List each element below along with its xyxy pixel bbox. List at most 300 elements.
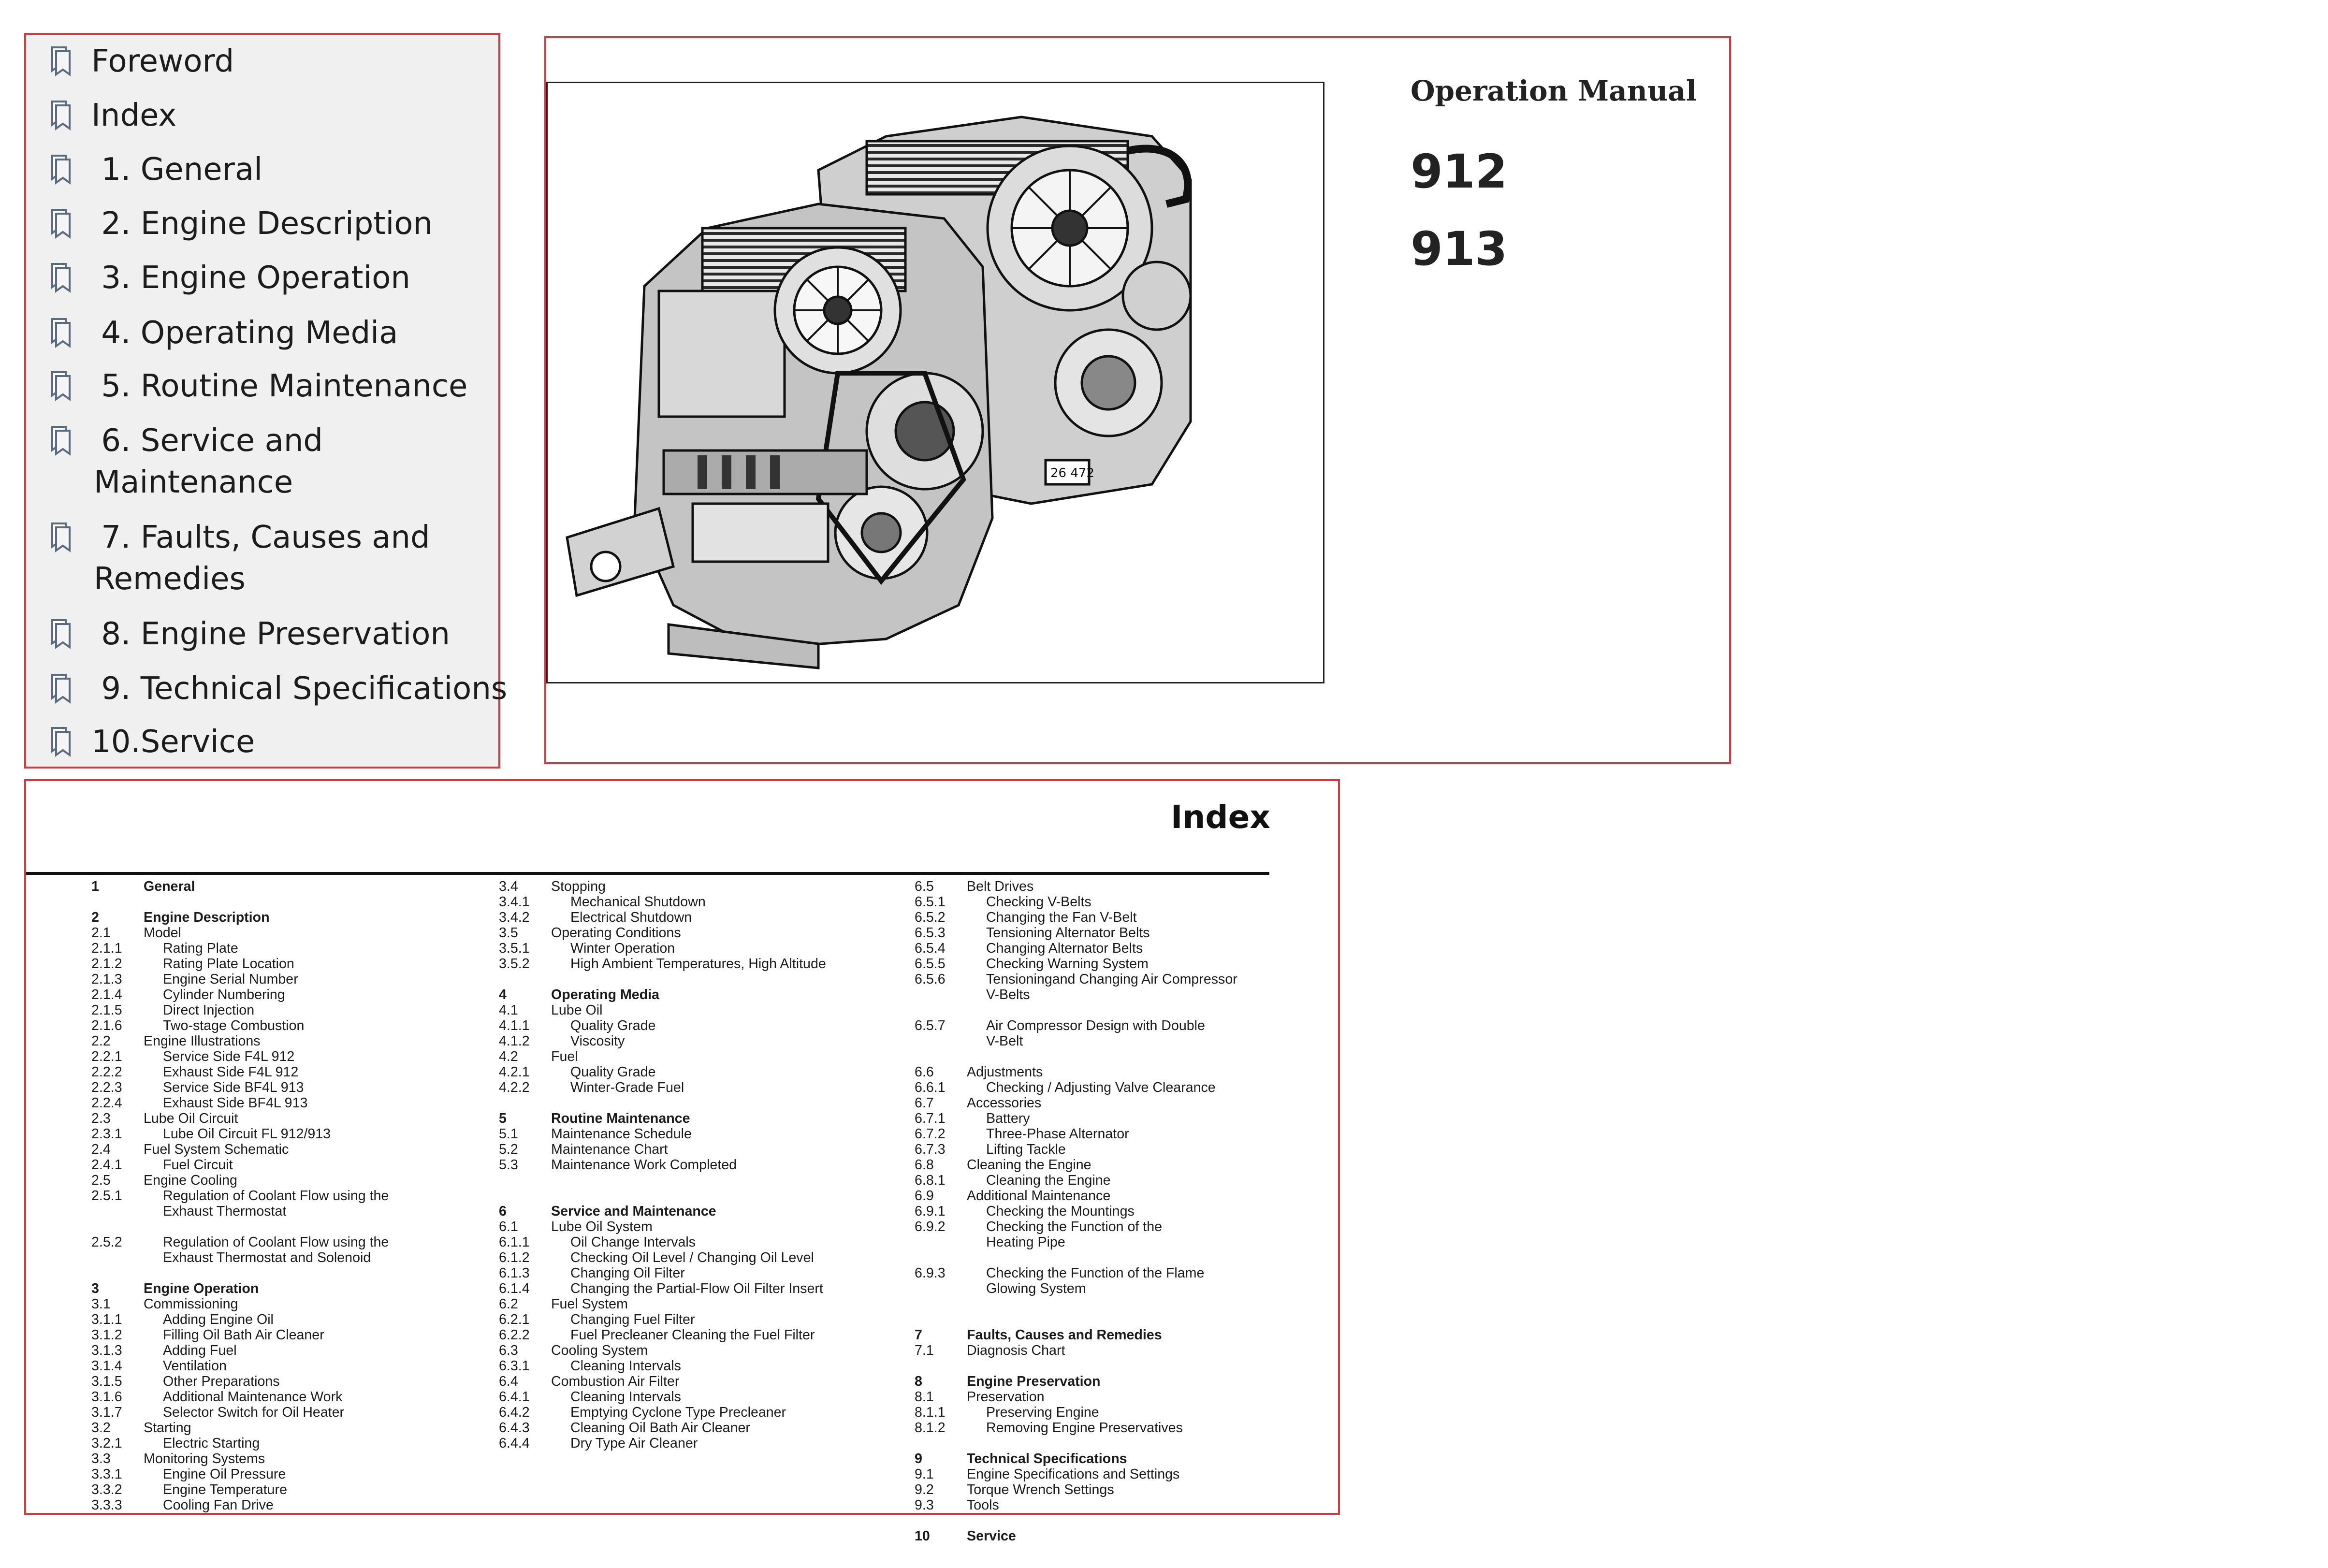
index-number: 5.3 [499, 1157, 518, 1173]
index-text: Cylinder Numbering [163, 987, 285, 1002]
index-entry[interactable] [915, 1080, 1330, 1095]
index-entry[interactable] [915, 1142, 1330, 1157]
index-text: Regulation of Coolant Flow using the [163, 1234, 389, 1250]
bookmark-icon [49, 100, 73, 131]
index-entry[interactable] [915, 1497, 1330, 1513]
index-text: Maintenance Chart [551, 1142, 668, 1157]
index-text: Rating Plate Location [163, 956, 294, 972]
index-entry[interactable] [915, 1343, 1330, 1358]
index-number: 4.2 [499, 1049, 518, 1064]
index-entry[interactable] [915, 972, 1330, 1002]
index-entry[interactable] [915, 1064, 1330, 1080]
index-text: Service Side BF4L 913 [163, 1080, 304, 1095]
index-text: Checking Warning System [986, 956, 1149, 972]
index-entry[interactable] [91, 1466, 488, 1482]
bookmark-label: 9. Technical Specifications [91, 671, 508, 707]
index-text: Electrical Shutdown [570, 910, 692, 925]
index-number: 3.1.2 [91, 1327, 122, 1343]
index-text: Combustion Air Filter [551, 1374, 680, 1389]
bookmark-item[interactable] [26, 721, 498, 765]
index-text: Model [144, 925, 181, 941]
index-chapter[interactable] [499, 1111, 910, 1126]
index-entry[interactable] [499, 956, 910, 972]
index-entry[interactable] [499, 894, 910, 910]
index-entry[interactable] [915, 1482, 1330, 1497]
index-text: Engine Specifications and Settings [967, 1466, 1180, 1482]
index-number: 6.5.6 [915, 972, 946, 987]
index-text-continued: V-Belt [986, 1033, 1023, 1049]
index-entry[interactable] [499, 1343, 910, 1358]
index-number: 4.2.2 [499, 1080, 530, 1095]
index-number: 6.1 [499, 1219, 518, 1234]
index-chapter[interactable] [915, 1327, 1330, 1343]
index-text: Emptying Cyclone Type Precleaner [570, 1405, 786, 1420]
index-number: 6.4 [499, 1374, 518, 1389]
bookmark-label: Index [91, 98, 177, 133]
bookmark-item[interactable] [26, 312, 498, 356]
index-text: Lube Oil [551, 1002, 603, 1018]
index-number: 2.4 [91, 1142, 111, 1157]
index-number: 6.4.3 [499, 1420, 530, 1436]
index-entry[interactable] [499, 925, 910, 941]
index-number: 3.1.7 [91, 1405, 122, 1420]
index-entry[interactable] [91, 1234, 488, 1265]
index-column-1 [91, 879, 488, 1513]
index-number: 6.5 [915, 879, 934, 894]
index-number: 6.3.1 [499, 1358, 530, 1374]
index-text: Adjustments [967, 1064, 1043, 1080]
index-number: 2.1.4 [91, 987, 122, 1002]
index-entry[interactable] [915, 956, 1330, 972]
engine-drawing [548, 83, 1326, 685]
index-text: Adding Fuel [163, 1343, 237, 1358]
index-text: Stopping [551, 879, 606, 894]
index-entry[interactable] [91, 1482, 488, 1497]
bookmark-item[interactable] [26, 613, 498, 657]
index-text-continued: Exhaust Thermostat and Solenoid [163, 1250, 371, 1265]
index-spacer [499, 1188, 910, 1204]
bookmarks-panel [24, 33, 508, 769]
index-entry[interactable] [499, 1064, 910, 1080]
index-text: Preservation [967, 1389, 1045, 1405]
index-entry[interactable] [91, 1173, 488, 1188]
index-text: Checking / Adjusting Valve Clearance [986, 1080, 1216, 1095]
bookmark-icon [49, 370, 73, 401]
index-number: 6.5.1 [915, 894, 946, 910]
index-number: 3.2 [91, 1420, 111, 1436]
index-text: Engine Description [144, 910, 270, 925]
index-entry[interactable] [499, 1389, 910, 1405]
index-text: General [144, 879, 195, 894]
index-number: 2.1.2 [91, 956, 122, 972]
index-entry[interactable] [91, 1451, 488, 1466]
bookmark-item[interactable] [26, 203, 498, 247]
index-text: Changing Oil Filter [570, 1265, 685, 1281]
bookmark-label: Foreword [91, 44, 234, 79]
index-entry[interactable] [915, 1157, 1330, 1173]
index-number: 4.1 [499, 1002, 518, 1018]
index-text: Engine Preservation [967, 1374, 1101, 1389]
index-spacer [499, 1173, 910, 1188]
index-entry[interactable] [915, 1420, 1330, 1436]
bookmark-icon [49, 208, 73, 239]
index-number: 3.3.3 [91, 1497, 122, 1513]
index-entry[interactable] [91, 956, 488, 972]
index-text: Filling Oil Bath Air Cleaner [163, 1327, 324, 1343]
bookmark-icon [49, 425, 73, 456]
index-spacer [915, 1436, 1330, 1451]
bookmark-label: 3. Engine Operation [91, 260, 410, 296]
index-spacer [91, 1265, 488, 1281]
index-text: Adding Engine Oil [163, 1312, 274, 1327]
index-number: 8.1.1 [915, 1405, 946, 1420]
index-entry[interactable] [915, 1111, 1330, 1126]
index-entry[interactable] [91, 1111, 488, 1126]
index-number: 6.7.1 [915, 1111, 946, 1126]
cover-page [544, 36, 1731, 764]
index-entry[interactable] [915, 1095, 1330, 1111]
index-number: 5.2 [499, 1142, 518, 1157]
bookmark-icon [49, 726, 73, 757]
index-entry[interactable] [915, 1204, 1330, 1219]
index-entry[interactable] [91, 1374, 488, 1389]
index-text: Engine Temperature [163, 1482, 287, 1497]
index-number: 3.2.1 [91, 1436, 122, 1451]
index-entry[interactable] [91, 972, 488, 987]
index-number: 6.1.1 [499, 1234, 530, 1250]
index-text: Other Preparations [163, 1374, 280, 1389]
index-number: 8.1 [915, 1389, 934, 1405]
bookmark-label: 6. Service and [91, 423, 323, 459]
index-text: Engine Operation [144, 1281, 259, 1296]
index-text: Checking V-Belts [986, 894, 1091, 910]
index-text: Winter Operation [570, 941, 675, 956]
index-entry[interactable] [915, 1126, 1330, 1142]
index-entry[interactable] [915, 941, 1330, 956]
index-entry[interactable] [915, 1466, 1330, 1482]
index-entry[interactable] [499, 1420, 910, 1436]
index-number: 10 [915, 1528, 930, 1544]
index-text: Cleaning the Engine [967, 1157, 1091, 1173]
index-text: Monitoring Systems [144, 1451, 265, 1466]
index-entry[interactable] [499, 1436, 910, 1451]
index-number: 6.4.1 [499, 1389, 530, 1405]
index-entry[interactable] [499, 1250, 910, 1265]
index-number: 6.5.5 [915, 956, 946, 972]
index-number: 2 [91, 910, 99, 925]
index-entry[interactable] [91, 1497, 488, 1513]
index-text: Commissioning [144, 1296, 238, 1312]
index-number: 3.3 [91, 1451, 111, 1466]
index-entry[interactable] [499, 1374, 910, 1389]
index-spacer [499, 1095, 910, 1111]
index-number: 6.3 [499, 1343, 518, 1358]
index-entry[interactable] [915, 1265, 1330, 1296]
index-number: 2.3.1 [91, 1126, 122, 1142]
index-number: 6 [499, 1204, 507, 1219]
index-text: Lifting Tackle [986, 1142, 1066, 1157]
bookmark-item[interactable] [26, 41, 498, 84]
index-number: 2.1.6 [91, 1018, 122, 1033]
index-text: Fuel Precleaner Cleaning the Fuel Filter [570, 1327, 815, 1343]
index-text: Belt Drives [967, 879, 1034, 894]
bookmark-label: 7. Faults, Causes and [91, 520, 430, 555]
index-title: Index [1170, 799, 1270, 836]
index-chapter[interactable] [91, 910, 488, 925]
index-number: 9.1 [915, 1466, 934, 1482]
index-number: 1 [91, 879, 99, 894]
svg-text:26 472: 26 472 [1050, 466, 1094, 480]
bookmark-icon [49, 673, 73, 704]
index-text: Technical Specifications [967, 1451, 1127, 1466]
bookmark-item[interactable] [26, 420, 498, 507]
index-number: 2.2.3 [91, 1080, 122, 1095]
index-number: 3.1.3 [91, 1343, 122, 1358]
index-number: 3.1.1 [91, 1312, 122, 1327]
index-entry[interactable] [499, 1002, 910, 1018]
index-number: 3.5.1 [499, 941, 530, 956]
index-number: 2.2.4 [91, 1095, 122, 1111]
index-text: Viscosity [570, 1033, 625, 1049]
index-entry[interactable] [499, 1312, 910, 1327]
index-number: 6.5.3 [915, 925, 946, 941]
index-text: Cooling Fan Drive [163, 1497, 274, 1513]
index-entry[interactable] [499, 879, 910, 894]
index-chapter[interactable] [915, 1528, 1330, 1544]
index-number: 4.1.1 [499, 1018, 530, 1033]
index-text: Electric Starting [163, 1436, 260, 1451]
index-entry[interactable] [499, 1080, 910, 1095]
index-text: Changing the Fan V-Belt [986, 910, 1137, 925]
index-number: 3 [91, 1281, 99, 1296]
index-text: Exhaust Side F4L 912 [163, 1064, 299, 1080]
index-chapter[interactable] [91, 879, 488, 894]
index-spacer [915, 1312, 1330, 1327]
index-text-continued: Heating Pipe [986, 1234, 1065, 1250]
index-entry[interactable] [915, 910, 1330, 925]
index-number: 2.3 [91, 1111, 111, 1126]
index-number: 9.2 [915, 1482, 934, 1497]
index-number: 6.7 [915, 1095, 934, 1111]
index-text: Additional Maintenance Work [163, 1389, 343, 1405]
index-number: 6.9.2 [915, 1219, 946, 1234]
index-text: Operating Media [551, 987, 660, 1002]
index-text: Three-Phase Alternator [986, 1126, 1129, 1142]
index-chapter[interactable] [915, 1374, 1330, 1389]
index-entry[interactable] [91, 1296, 488, 1312]
bookmark-item[interactable] [26, 95, 498, 138]
index-entry[interactable] [499, 1126, 910, 1142]
index-spacer [915, 1513, 1330, 1528]
index-text: Ventilation [163, 1358, 227, 1374]
index-text: Service Side F4L 912 [163, 1049, 295, 1064]
index-entry[interactable] [915, 879, 1330, 894]
index-text: Checking Oil Level / Changing Oil Level [570, 1250, 814, 1265]
index-number: 3.5.2 [499, 956, 530, 972]
index-entry[interactable] [91, 1312, 488, 1327]
index-text: Regulation of Coolant Flow using the [163, 1188, 389, 1204]
index-number: 6.1.2 [499, 1250, 530, 1265]
bookmark-icon [49, 618, 73, 649]
index-entry[interactable] [499, 1265, 910, 1281]
index-number: 2.1 [91, 925, 111, 941]
bookmark-icon [49, 262, 73, 293]
index-text: Tools [967, 1497, 999, 1513]
index-number: 2.1.3 [91, 972, 122, 987]
index-entry[interactable] [91, 1064, 488, 1080]
index-text: Additional Maintenance [967, 1188, 1111, 1204]
index-chapter[interactable] [499, 987, 910, 1002]
index-entry[interactable] [91, 1126, 488, 1142]
index-entry[interactable] [499, 1327, 910, 1343]
index-entry[interactable] [499, 1018, 910, 1033]
index-number: 3.1.6 [91, 1389, 122, 1405]
manual-title: Operation Manual [1411, 74, 1697, 107]
index-text: Routine Maintenance [551, 1111, 690, 1126]
index-entry[interactable] [499, 1157, 910, 1173]
index-text: Engine Serial Number [163, 972, 298, 987]
index-entry[interactable] [91, 1002, 488, 1018]
index-entry[interactable] [915, 1018, 1330, 1049]
index-text: Maintenance Work Completed [551, 1157, 737, 1173]
index-text: Changing the Partial-Flow Oil Filter Insert [570, 1281, 823, 1296]
index-entry[interactable] [91, 1095, 488, 1111]
index-number: 4.1.2 [499, 1033, 530, 1049]
index-entry[interactable] [91, 1142, 488, 1157]
index-text: Oil Change Intervals [570, 1234, 696, 1250]
index-entry[interactable] [499, 1049, 910, 1064]
index-text: Cleaning Intervals [570, 1389, 681, 1405]
bookmark-label: 8. Engine Preservation [91, 616, 450, 652]
index-number: 6.2.1 [499, 1312, 530, 1327]
index-text: Tensioningand Changing Air Compressor [986, 972, 1237, 987]
index-entry[interactable] [91, 941, 488, 956]
index-chapter[interactable] [499, 1204, 910, 1219]
index-column-2 [499, 879, 910, 1451]
index-entry[interactable] [91, 1420, 488, 1436]
bookmark-label: 1. General [91, 152, 262, 188]
index-chapter[interactable] [915, 1451, 1330, 1466]
index-number: 5.1 [499, 1126, 518, 1142]
index-text: Checking the Function of the [986, 1219, 1162, 1234]
index-number: 2.4.1 [91, 1157, 122, 1173]
index-entry[interactable] [499, 1281, 910, 1296]
index-text: Changing Fuel Filter [570, 1312, 695, 1327]
index-number: 2.1.1 [91, 941, 122, 956]
index-entry[interactable] [91, 1018, 488, 1033]
index-entry[interactable] [915, 1188, 1330, 1204]
index-number: 6.7.3 [915, 1142, 946, 1157]
index-number: 6.5.7 [915, 1018, 946, 1033]
index-text: Removing Engine Preservatives [986, 1420, 1183, 1436]
index-number: 2.1.5 [91, 1002, 122, 1018]
index-text: Accessories [967, 1095, 1042, 1111]
index-spacer [915, 1296, 1330, 1312]
index-number: 5 [499, 1111, 507, 1126]
index-entry[interactable] [91, 1327, 488, 1343]
index-text: High Ambient Temperatures, High Altitude [570, 956, 826, 972]
index-entry[interactable] [499, 1405, 910, 1420]
index-page [24, 779, 1340, 1544]
bookmark-item[interactable] [26, 517, 498, 604]
index-entry[interactable] [91, 1157, 488, 1173]
index-text: Exhaust Side BF4L 913 [163, 1095, 308, 1111]
index-entry[interactable] [499, 1296, 910, 1312]
index-text: Cleaning Intervals [570, 1358, 681, 1374]
index-entry[interactable] [91, 1343, 488, 1358]
index-entry[interactable] [91, 1389, 488, 1405]
bookmark-icon [49, 317, 73, 348]
index-entry[interactable] [91, 1188, 488, 1219]
index-text: Fuel System [551, 1296, 628, 1312]
index-text-continued: V-Belts [986, 987, 1030, 1002]
index-entry[interactable] [499, 941, 910, 956]
index-number: 6.2.2 [499, 1327, 530, 1343]
index-spacer [915, 1358, 1330, 1374]
model-number-912: 912 [1411, 145, 1508, 199]
index-number: 7.1 [915, 1343, 934, 1358]
bookmark-item[interactable] [26, 668, 508, 711]
index-entry[interactable] [915, 925, 1330, 941]
index-text: Maintenance Schedule [551, 1126, 692, 1142]
index-entry[interactable] [91, 1033, 488, 1049]
index-text: Diagnosis Chart [967, 1343, 1065, 1358]
index-entry[interactable] [91, 1080, 488, 1095]
index-text: Dry Type Air Cleaner [570, 1436, 698, 1451]
index-number: 3.4.1 [499, 894, 530, 910]
index-text: Quality Grade [570, 1018, 656, 1033]
index-text: Engine Illustrations [144, 1033, 261, 1049]
index-text: Engine Oil Pressure [163, 1466, 286, 1482]
index-entry[interactable] [915, 1219, 1330, 1250]
index-entry[interactable] [91, 925, 488, 941]
index-chapter[interactable] [91, 1281, 488, 1296]
index-entry[interactable] [499, 910, 910, 925]
index-text: Cooling System [551, 1343, 648, 1358]
index-entry[interactable] [915, 1405, 1330, 1420]
index-entry[interactable] [915, 1173, 1330, 1188]
index-entry[interactable] [499, 1234, 910, 1250]
index-number: 4.2.1 [499, 1064, 530, 1080]
bookmark-item[interactable] [26, 149, 498, 192]
index-entry[interactable] [499, 1219, 910, 1234]
index-entry[interactable] [91, 1405, 488, 1420]
index-number: 6.6 [915, 1064, 934, 1080]
index-text: Two-stage Combustion [163, 1018, 305, 1033]
index-entry[interactable] [499, 1142, 910, 1157]
index-entry[interactable] [915, 1389, 1330, 1405]
index-spacer [499, 972, 910, 987]
index-number: 9.3 [915, 1497, 934, 1513]
index-spacer [91, 1219, 488, 1234]
index-number: 6.1.4 [499, 1281, 530, 1296]
index-entry[interactable] [499, 1358, 910, 1374]
index-entry[interactable] [915, 894, 1330, 910]
bookmark-item[interactable] [26, 365, 498, 409]
index-entry[interactable] [499, 1033, 910, 1049]
index-text: Service [967, 1528, 1016, 1544]
index-entry[interactable] [91, 987, 488, 1002]
index-entry[interactable] [91, 1049, 488, 1064]
index-text: Checking the Function of the Flame [986, 1265, 1205, 1281]
bookmark-item[interactable] [26, 257, 498, 301]
index-text: Faults, Causes and Remedies [967, 1327, 1162, 1343]
index-text: Fuel [551, 1049, 578, 1064]
index-text: Direct Injection [163, 1002, 255, 1018]
index-entry[interactable] [91, 1436, 488, 1451]
bookmark-icon [49, 45, 73, 76]
index-entry[interactable] [91, 1358, 488, 1374]
